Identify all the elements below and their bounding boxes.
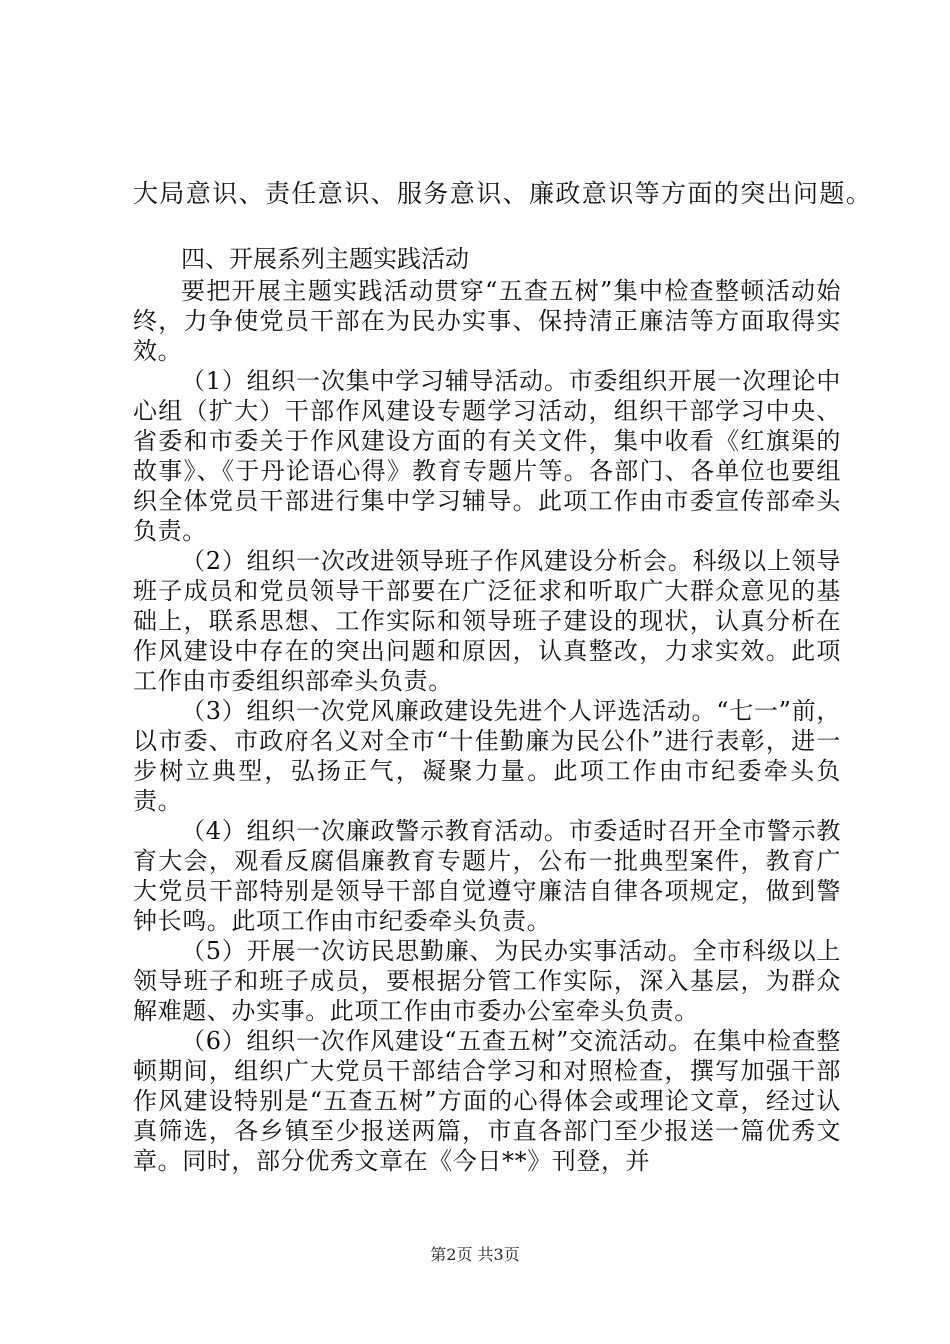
section-intro-paragraph: 要把开展主题实践活动贯穿“五查五树”集中检查整顿活动始终，力争使党员干部在为民办实事、保持清正廉洁等方面取得实效。: [133, 277, 841, 365]
continued-paragraph-line: 大局意识、责任意识、服务意识、廉政意识等方面的突出问题。: [133, 179, 873, 208]
list-item: （5）开展一次访民思勤廉、为民办实事活动。全市科级以上领导班子和班子成员，要根据分管工作实际，深入基层，为群众解难题、办实事。此项工作由市委办公室牵头负责。: [133, 937, 841, 1025]
list-item: （1）组织一次集中学习辅导活动。市委组织开展一次理论中心组（扩大）干部作风建设专题学习活动，组织干部学习中央、省委和市委关于作风建设方面的有关文件，集中收看《红旗渠的故事》、《于丹论语心得》教育专题片等。各部门、各单位也要组织全体党员干部进行集中学习辅导。此项工作由市委宣传部牵头负责。: [133, 367, 841, 545]
page-number-footer: 第2页 共3页: [430, 1245, 520, 1264]
list-item: （2）组织一次改进领导班子作风建设分析会。科级以上领导班子成员和党员领导干部要在广泛征求和听取广大群众意见的基础上，联系思想、工作实际和领导班子建设的现状，认真分析在作风建设中存在的突出问题和原因，认真整改，力求实效。此项工作由市委组织部牵头负责。: [133, 547, 841, 695]
list-item: （4）组织一次廉政警示教育活动。市委适时召开全市警示教育大会，观看反腐倡廉教育专题片，公布一批典型案件，教育广大党员干部特别是领导干部自觉遵守廉洁自律各项规定，做到警钟长鸣。此项工作由市纪委牵头负责。: [133, 817, 841, 935]
section-heading: 四、开展系列主题实践活动: [181, 245, 469, 273]
list-item: （3）组织一次党风廉政建设先进个人评选活动。“七一”前，以市委、市政府名义对全市“十佳勤廉为民公仆”进行表彰，进一步树立典型，弘扬正气，凝聚力量。此项工作由市纪委牵头负责。: [133, 697, 841, 815]
document-body: [133, 176, 873, 1176]
list-item: （6）组织一次作风建设“五查五树”交流活动。在集中检查整顿期间，组织广大党员干部结合学习和对照检查，撰写加强干部作风建设特别是“五查五树”方面的心得体会或理论文章，经过认真筛选，各乡镇至少报送两篇，市直各部门至少报送一篇优秀文章。同时，部分优秀文章在《今日**》刊登，并: [133, 1027, 841, 1175]
